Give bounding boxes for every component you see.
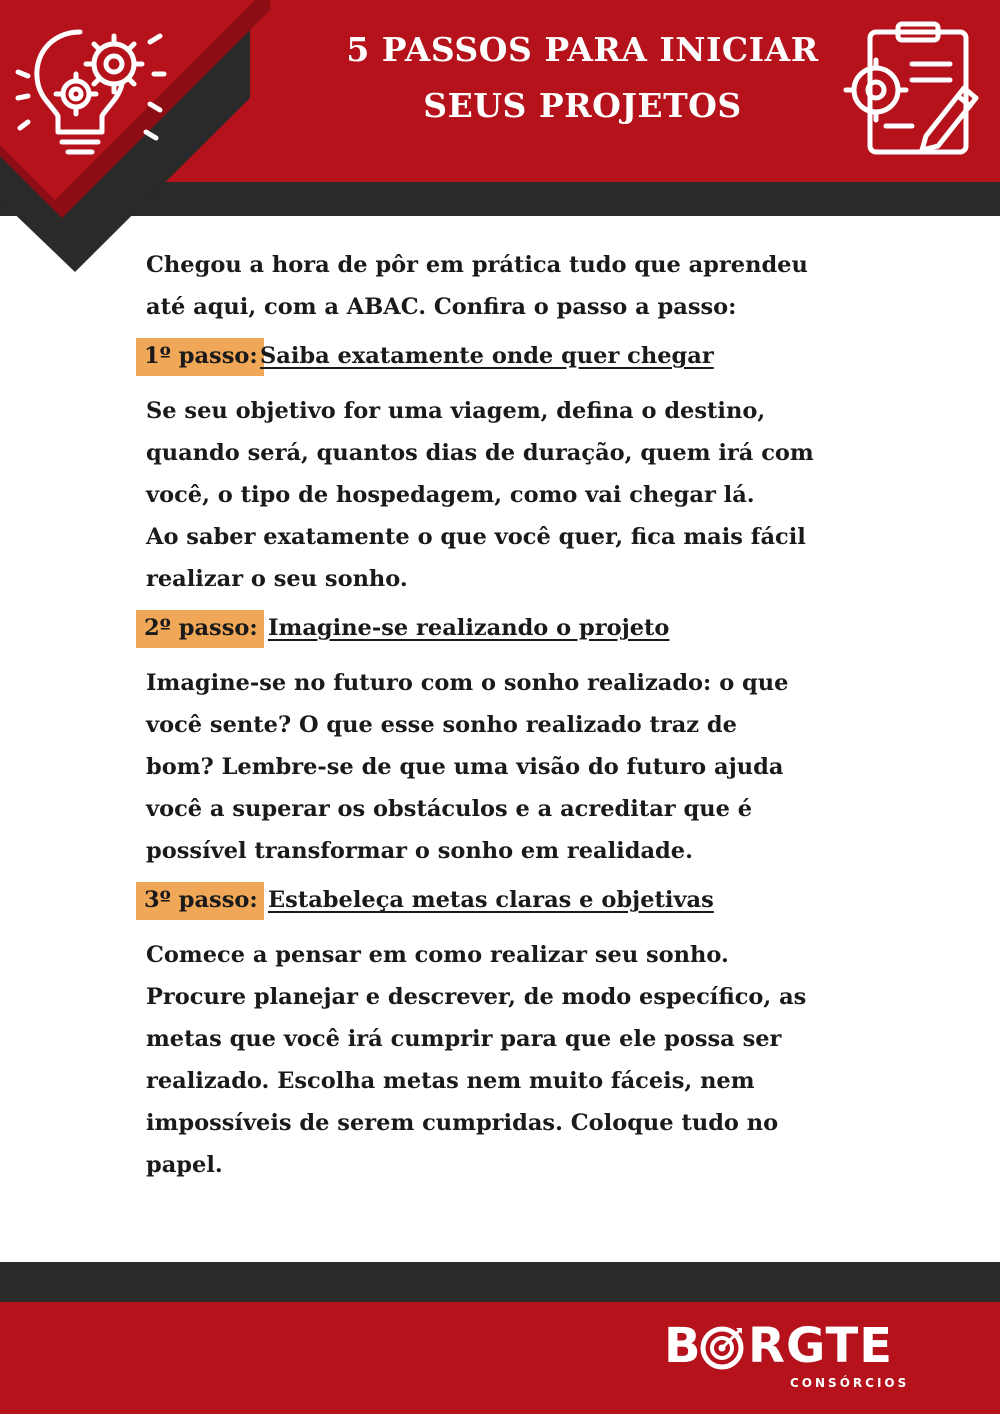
intro-line-1: Chegou a hora de pôr em prática tudo que aprendeu — [146, 252, 808, 278]
step-paragraph-1 — [146, 390, 866, 600]
step-label-3: 3º passo: — [136, 882, 264, 920]
logo-subtitle: CONSÓRCIOS — [790, 1376, 910, 1390]
step-1-line-1: Se seu objetivo for uma viagem, defina o destino, — [146, 398, 766, 424]
step-heading-1 — [146, 338, 866, 378]
lightbulb-gears-icon — [10, 12, 170, 172]
step-label-2: 2º passo: — [136, 610, 264, 648]
logo-wordmark: RGTE — [748, 1318, 894, 1374]
intro-line-2: até aqui, com a ABAC. Confira o passo a passo: — [146, 294, 737, 320]
article-body — [146, 244, 866, 1186]
step-1-line-4: Ao saber exatamente o que você quer, fica mais fácil — [146, 524, 806, 550]
step-3-line-4: realizado. Escolha metas nem muito fáceis, nem — [146, 1068, 755, 1094]
step-3-line-5: impossíveis de serem cumpridas. Coloque tudo no — [146, 1110, 779, 1136]
step-label-1: 1º passo: — [136, 338, 264, 376]
step-title-2: Imagine-se realizando o projeto — [268, 615, 670, 641]
step-title-1: Saiba exatamente onde quer chegar — [260, 343, 714, 369]
step-2-line-5: possível transformar o sonho em realidade. — [146, 838, 693, 864]
step-1-line-3: você, o tipo de hospedagem, como vai chegar lá. — [146, 482, 755, 508]
step-title-3: Estabeleça metas claras e objetivas — [268, 887, 714, 913]
step-1-line-5: realizar o seu sonho. — [146, 566, 408, 592]
step-2-line-4: você a superar os obstáculos e a acreditar que é — [146, 796, 753, 822]
step-2-line-2: você sente? O que esse sonho realizado traz de — [146, 712, 737, 738]
step-3-line-2: Procure planejar e descrever, de modo específico, as — [146, 984, 807, 1010]
step-3-line-1: Comece a pensar em como realizar seu sonho. — [146, 942, 729, 968]
brand-logo — [664, 1318, 910, 1402]
step-3-line-3: metas que você irá cumprir para que ele possa ser — [146, 1026, 782, 1052]
step-3-line-6: papel. — [146, 1152, 223, 1178]
step-heading-2 — [146, 610, 866, 650]
page-title-line1: 5 PASSOS PARA INICIAR — [346, 30, 819, 69]
step-2-line-1: Imagine-se no futuro com o sonho realizado: o que — [146, 670, 789, 696]
step-heading-3 — [146, 882, 866, 922]
target-icon — [700, 1326, 744, 1370]
step-paragraph-3 — [146, 934, 866, 1186]
step-2-line-3: bom? Lembre-se de que uma visão do futuro ajuda — [146, 754, 784, 780]
step-paragraph-2 — [146, 662, 866, 872]
clipboard-gear-pencil-icon — [842, 18, 982, 158]
footer-dark-band — [0, 1262, 1000, 1302]
intro-paragraph — [146, 244, 866, 328]
page-title-line2: SEUS PROJETOS — [423, 86, 742, 125]
logo-letter-b: B — [664, 1318, 702, 1374]
step-1-line-2: quando será, quantos dias de duração, quem irá com — [146, 440, 814, 466]
